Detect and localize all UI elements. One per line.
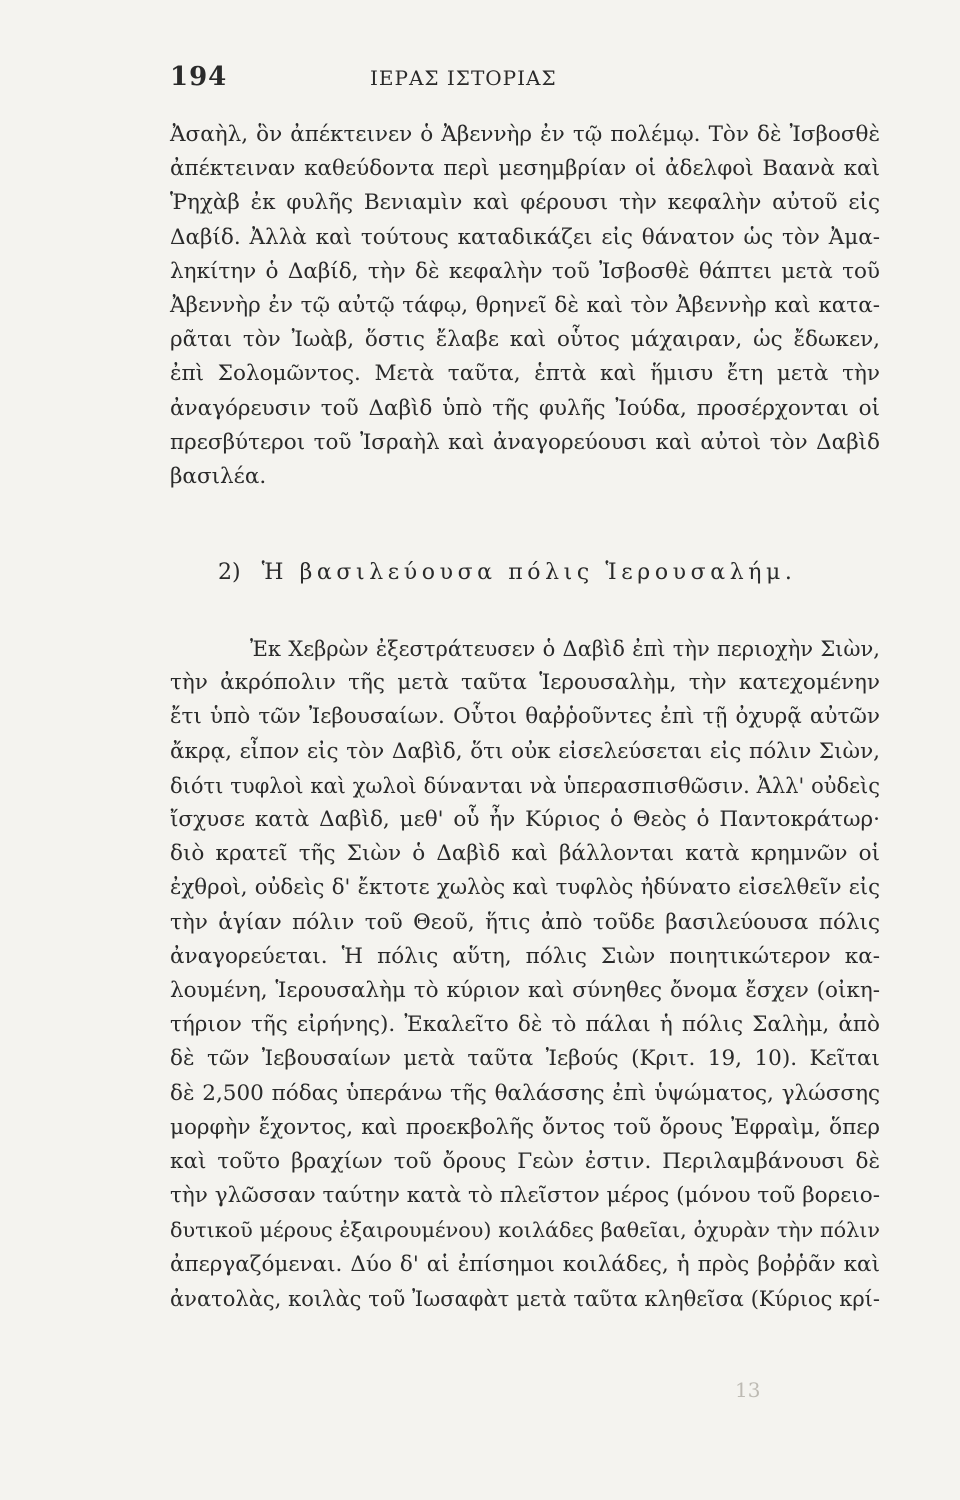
section-number: 2) [218,560,241,585]
paragraph-1 [170,118,880,494]
text-line: τὴν γλῶσσαν ταύτην κατὰ τὸ πλεῖστον μέρος (μόνου τοῦ βορειο- [170,1183,880,1209]
text-line: ἀνατολὰς, κοιλὰς τοῦ Ἰωσαφὰτ μετὰ ταῦτα κληθεῖσα (Κύριος κρί- [170,1286,880,1311]
text-line: τὴν ἁγίαν πόλιν τοῦ Θεοῦ, ἥτις ἀπὸ τοῦδε βασιλεύουσα πόλις [170,909,880,935]
signature-mark: 13 [735,1378,761,1402]
text-line: Ἐκ Χεβρὼν ἐξεστράτευσεν ὁ Δαβὶδ ἐπὶ τὴν περιοχὴν Σιὼν, [250,637,880,661]
text-line: ἀπεργαζόμεναι. Δύο δ' αἱ ἐπίσημοι κοιλάδες, ἡ πρὸς βοῤῥᾶν καὶ [170,1251,880,1277]
text-line: Ἀβεννὴρ ἐν τῷ αὐτῷ τάφῳ, θρηνεῖ δὲ καὶ τὸν Ἀβεννὴρ καὶ κατα- [170,293,880,319]
text-line: ἀναγόρευσιν τοῦ Δαβὶδ ὑπὸ τῆς φυλῆς Ἰούδα, προσέρχονται οἱ [170,395,880,421]
text-line: λουμένη, Ἱερουσαλὴμ τὸ κύριον καὶ σύνηθες ὄνομα ἔσχεν (οἰκη- [170,978,880,1004]
paragraph-2 [170,632,880,1316]
text-line: ἔτι ὑπὸ τῶν Ἰεβουσαίων. Οὗτοι θαῤῥοῦντες ἐπὶ τῇ ὀχυρᾷ αὐτῶν [170,704,880,730]
text-line: Ῥηχὰβ ἐκ φυλῆς Βενιαμὶν καὶ φέρουσι τὴν κεφαλὴν αὐτοῦ εἰς [170,190,880,216]
running-head [170,62,890,98]
text-line: διὸ κρατεῖ τῆς Σιὼν ὁ Δαβὶδ καὶ βάλλονται κατὰ κρημνῶν οἱ [170,841,880,867]
text-line: δὲ 2,500 πόδας ὑπεράνω τῆς θαλάσσης ἐπὶ ὑψώματος, γλώσσης [170,1080,880,1106]
running-head-title: ΙΕΡΑΣ ΙΣΤΟΡΙΑΣ [370,66,557,90]
text-line: ρᾶται τὸν Ἰωὰβ, ὅστις ἔλαβε καὶ οὗτος μάχαιραν, ὡς ἔδωκεν, [170,327,880,353]
text-line: ἴσχυσε κατὰ Δαβὶδ, μεθ' οὗ ἦν Κύριος ὁ Θεὸς ὁ Παντοκράτωρ· [170,807,880,833]
text-line: ἐπὶ Σολομῶντος. Μετὰ ταῦτα, ἑπτὰ καὶ ἥμισυ ἔτη μετὰ τὴν [170,361,880,387]
text-line: μορφὴν ἔχοντος, καὶ προεκβολῆς ὄντος τοῦ ὄρους Ἐφραὶμ, ὅπερ [170,1114,880,1140]
text-line: ἄκρᾳ, εἶπον εἰς τὸν Δαβὶδ, ὅτι οὐκ εἰσελεύσεται εἰς πόλιν Σιὼν, [170,738,880,764]
text-line: δυτικοῦ μέρους ἐξαιρουμένου) κοιλάδες βαθεῖαι, ὀχυρὰν τὴν πόλιν [170,1218,880,1243]
text-line: ληκίτην ὁ Δαβίδ, τὴν δὲ κεφαλὴν τοῦ Ἰσβοσθὲ θάπτει μετὰ τοῦ [170,258,880,284]
text-line: δὲ τῶν Ἰεβουσαίων μετὰ ταῦτα Ἰεβούς (Κριτ. 19, 10). Κεῖται [170,1046,880,1072]
text-line: πρεσβύτεροι τοῦ Ἰσραὴλ καὶ ἀναγορεύουσι καὶ αὐτοὶ τὸν Δαβὶδ [170,429,880,455]
text-line: ἀναγορεύεται. Ἡ πόλις αὕτη, πόλις Σιὼν ποιητικώτερον κα- [170,943,880,969]
text-line: βασιλέα. [170,464,267,490]
text-line: ἀπέκτειναν καθεύδοντα περὶ μεσημβρίαν οἱ ἀδελφοὶ Βαανὰ καὶ [170,156,880,182]
page-number: 194 [170,62,228,92]
text-line: καὶ τοῦτο βραχίων τοῦ ὄρους Γεὼν ἐστιν. Περιλαμβάνουσι δὲ [170,1149,880,1175]
section-heading [218,560,797,585]
section-title: Ἡ βασιλεύουσα πόλις Ἱερουσαλήμ. [261,560,797,585]
text-line: τήριον τῆς εἰρήνης). Ἐκαλεῖτο δὲ τὸ πάλαι ἡ πόλις Σαλὴμ, ἀπὸ [170,1012,880,1038]
text-line: ἐχθροὶ, οὐδεὶς δ' ἔκτοτε χωλὸς καὶ τυφλὸς ἠδύνατο εἰσελθεῖν εἰς [170,875,880,901]
text-line: τὴν ἀκρόπολιν τῆς μετὰ ταῦτα Ἱερουσαλὴμ, τὴν κατεχομένην [170,670,880,696]
text-line: Δαβίδ. Ἀλλὰ καὶ τούτους καταδικάζει εἰς θάνατον ὡς τὸν Ἀμα- [170,224,880,250]
text-line: διότι τυφλοὶ καὶ χωλοὶ δύνανται νὰ ὑπερασπισθῶσιν. Ἀλλ' οὐδεὶς [170,773,880,798]
text-line: Ἀσαὴλ, ὃν ἀπέκτεινεν ὁ Ἀβεννὴρ ἐν τῷ πολέμῳ. Τὸν δὲ Ἰσβοσθὲ [170,122,880,147]
